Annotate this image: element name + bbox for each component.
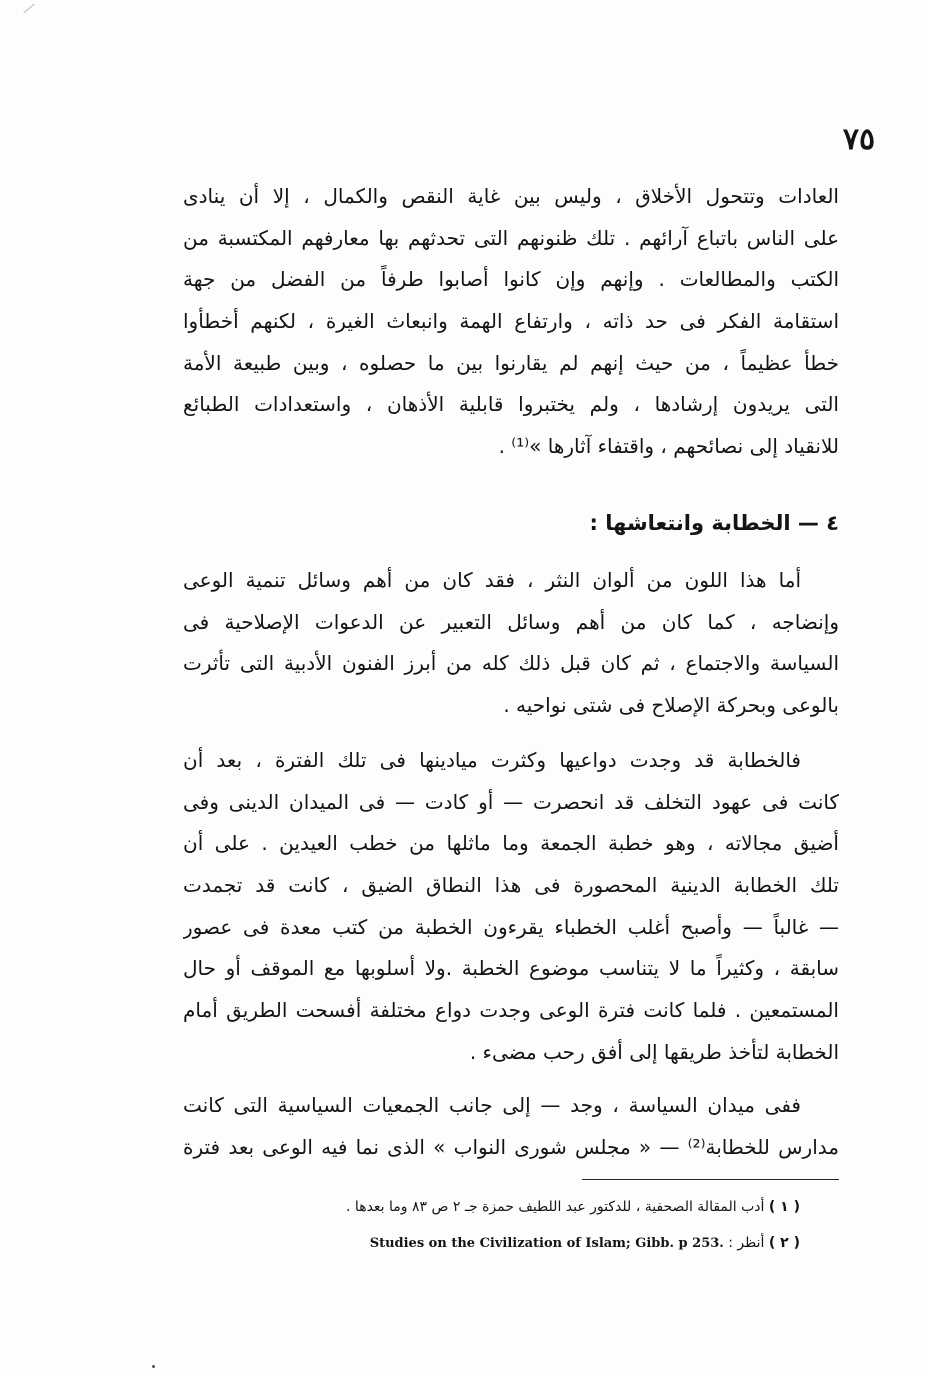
text-line: فالخطابة قد وجدت دواعيها وكثرت ميادينها فى تلك الفترة ، بعد أن [183, 748, 801, 772]
page-number: ٧٥ [842, 122, 876, 157]
text-line: للانقياد إلى نصائحهم ، واقتفاء آثارها »⁽¹⁾ . [498, 434, 839, 459]
scan-corner-mark [23, 4, 34, 14]
footnote-marker: ( ٢ ) [768, 1235, 800, 1251]
paragraph [183, 560, 839, 727]
text-line: استقامة الفكر فى حد ذاته ، وارتفاع الهمة وانبعاث الغيرة ، لكنهم أخطأوا [183, 309, 839, 334]
paragraph [183, 1085, 839, 1168]
text-line: الكتب والمطالعات . وإنهم وإن كانوا أصابوا طرفاً من الفضل من جهة [183, 267, 839, 292]
text-line: مدارس للخطابة⁽²⁾ — « مجلس شورى النواب » الذى نما فيه الوعى بعد فترة [183, 1134, 839, 1159]
text-line: ففى ميدان السياسة ، وجد — إلى جانب الجمعيات السياسية التى كانت [183, 1093, 801, 1117]
footnote-label: أنظر : [728, 1235, 765, 1251]
footnote-1 [240, 1191, 800, 1223]
text-line: أما هذا اللون من ألوان النثر ، فقد كان من أهم وسائل تنمية الوعى [183, 568, 801, 592]
section-heading: ٤ — الخطابة وانتعاشها : [589, 511, 839, 535]
text-line: المستمعين . فلما كانت فترة الوعى وجدت دواع مختلفة أفسحت الطريق أمام [183, 998, 839, 1023]
paragraph-continued [183, 176, 839, 468]
text-line: سابقة ، وكثيراً ما لا يتناسب موضوع الخطبة .ولا أسلوبها مع الموقف أو حال [183, 956, 839, 981]
text-line: أضيق مجالاته ، وهو خطبة الجمعة وما ماثلها من خطب العيدين . على أن [183, 831, 839, 856]
scan-speck [152, 1365, 155, 1368]
footnote-separator [582, 1179, 839, 1180]
text-line: تلك الخطابة الدينية المحصورة فى هذا النطاق الضيق ، كانت قد تجمدت [183, 873, 839, 898]
text-line: على الناس باتباع آرائهم . تلك ظنونهم التى تحدثهم بها معارفهم المكتسبة من [183, 225, 839, 250]
footnote-marker: ( ١ ) [768, 1199, 800, 1215]
footnote-2 [240, 1227, 800, 1260]
footnote-text: أدب المقالة الصحفية ، للدكتور عبد اللطيف حمزة جـ ٢ ص ٨٣ وما بعدها . [346, 1199, 765, 1215]
text-line: العادات وتتحول الأخلاق ، وليس بين غاية النقص والكمال ، إلا أن ينادى [183, 184, 839, 208]
text-line: وإنضاجه ، كما كان من أهم وسائل التعبير عن الدعوات الإصلاحية فى [183, 609, 839, 634]
text-line: السياسة والاجتماع ، ثم كان قبل ذلك كله من أبرز الفنون الأدبية التى تأثرت [183, 651, 839, 676]
text-line: — غالباً — وأصبح أغلب الخطباء يقرءون الخطبة من كتب معدة فى عصور [183, 914, 839, 939]
text-line: بالوعى وبحركة الإصلاح فى شتى نواحيه . [503, 693, 839, 718]
footnote-citation: Studies on the Civilization of Islam; Gibb. p 253. [369, 1236, 724, 1251]
text-line: التى يريدون إرشادها ، ولم يختبروا قابلية الأذهان ، واستعدادات الطبائع [183, 392, 839, 417]
text-line: كانت فى عهود التخلف قد انحصرت — أو كادت — فى الميدان الدينى وفى [183, 789, 839, 814]
text-line: الخطابة لتأخذ طريقها إلى أفق رحب مضىء . [469, 1039, 839, 1064]
paragraph [183, 740, 839, 1074]
text-line: خطأ عظيماً ، من حيث إنهم لم يقارنوا بين ما حصلوه ، وبين طبيعة الأمة [183, 350, 839, 375]
